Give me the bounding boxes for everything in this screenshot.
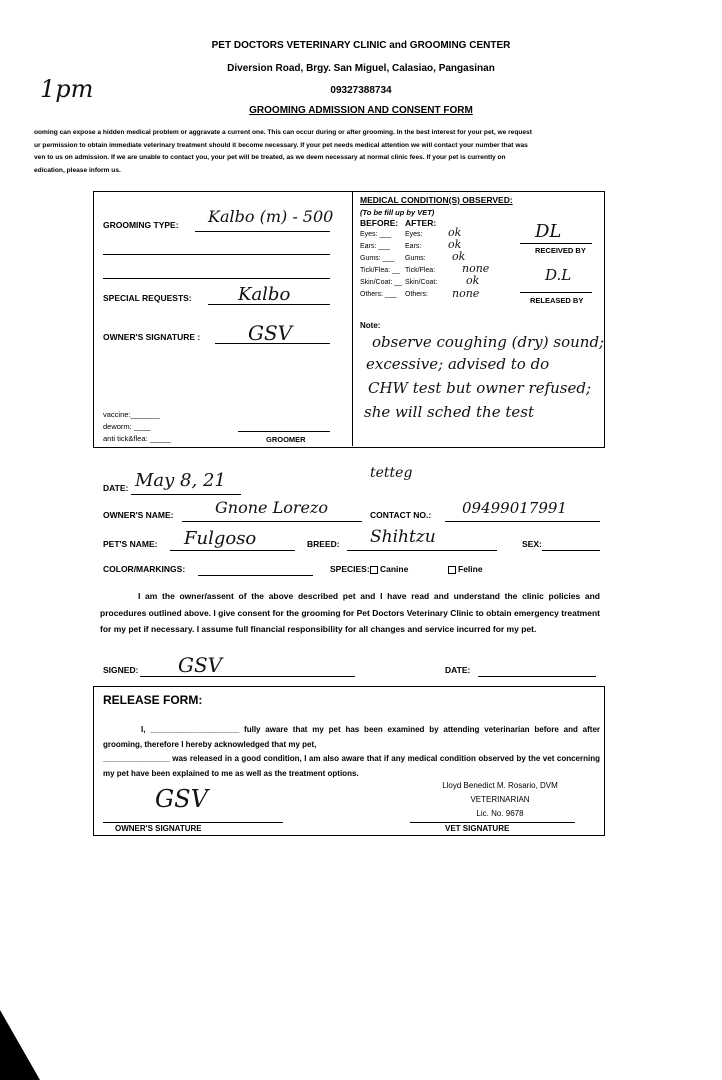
intro-line: ur permission to obtain immediate veterinary treatment should it become necessary. If your pet needs medical attention we will contact your number that was bbox=[34, 141, 528, 149]
release-owner-signature-value: GSV bbox=[155, 785, 208, 813]
after-eyes-value: ok bbox=[448, 226, 462, 239]
after-skin-coat-value: ok bbox=[466, 274, 480, 287]
grooming-type-value: Kalbo (m) - 500 bbox=[208, 207, 334, 226]
after-eyes: Eyes: bbox=[405, 231, 423, 238]
species-label: SPECIES: bbox=[330, 564, 370, 574]
before-ears: Ears: ___ bbox=[360, 243, 390, 250]
signed-line bbox=[140, 676, 355, 677]
before-label: BEFORE: bbox=[360, 218, 399, 228]
pet-name-label: PET'S NAME: bbox=[103, 539, 158, 549]
breed-line bbox=[347, 550, 497, 551]
after-tick-flea-value: none bbox=[462, 262, 490, 275]
vet-stamp-name: Lloyd Benedict M. Rosario, DVM bbox=[442, 781, 558, 790]
note-line: observe coughing (dry) sound; bbox=[372, 333, 605, 351]
date-value: May 8, 21 bbox=[135, 470, 226, 491]
before-gums: Gums: ___ bbox=[360, 255, 395, 262]
after-skin-coat: Skin/Coat: bbox=[405, 279, 438, 286]
after-gums: Gums: bbox=[405, 255, 426, 262]
after-tick-flea: Tick/Flea: bbox=[405, 267, 436, 274]
deworm-label: deworm: ____ bbox=[103, 422, 151, 431]
before-tick-flea: Tick/Flea: __ bbox=[360, 267, 400, 274]
note-label: Note: bbox=[360, 321, 381, 330]
breed-label: BREED: bbox=[307, 539, 340, 549]
before-others: Others: ___ bbox=[360, 291, 397, 298]
consent-date-line bbox=[478, 676, 596, 677]
canine-checkbox[interactable] bbox=[370, 566, 378, 574]
after-others-value: none bbox=[452, 287, 480, 300]
box-divider bbox=[352, 191, 353, 446]
received-label: RECEIVED BY bbox=[535, 246, 586, 255]
vet-stamp-title: VETERINARIAN bbox=[470, 795, 530, 804]
released-label: RELEASED BY bbox=[530, 296, 584, 305]
feline-checkbox[interactable] bbox=[448, 566, 456, 574]
species-canine-option[interactable]: Canine bbox=[370, 564, 408, 574]
after-label: AFTER: bbox=[405, 218, 437, 228]
release-title: RELEASE FORM: bbox=[103, 693, 203, 707]
margin-time-note: 1pm bbox=[40, 75, 94, 103]
vet-signature-label: VET SIGNATURE bbox=[445, 824, 510, 833]
clinic-phone: 09327388734 bbox=[330, 85, 392, 96]
date-line bbox=[131, 494, 241, 495]
vet-signature-line bbox=[410, 822, 575, 823]
sex-line bbox=[542, 550, 600, 551]
received-initials: DL bbox=[535, 221, 562, 242]
released-initials: D.L bbox=[545, 266, 572, 284]
owner-signature-label: OWNER'S SIGNATURE : bbox=[103, 332, 201, 342]
release-text-b: _______________ was released in a good condition, I am also aware that if any medical condition observed by the vet concerning my pet have been explained to me as well as the treatment options. bbox=[103, 754, 600, 778]
vet-stamp bbox=[440, 779, 560, 821]
intro-line: ooming can expose a hidden medical problem or aggravate a current one. This can occur during or after grooming. In the best interest for your pet, we request bbox=[34, 129, 532, 136]
color-label: COLOR/MARKINGS: bbox=[103, 564, 186, 574]
released-line bbox=[520, 292, 592, 293]
owner-signature-value: GSV bbox=[248, 321, 293, 345]
before-skin-coat: Skin/Coat: __ bbox=[360, 279, 403, 286]
intro-line: edication, please inform us. bbox=[34, 166, 121, 174]
clinic-name: PET DOCTORS VETERINARY CLINIC and GROOMING CENTER bbox=[211, 40, 511, 51]
after-gums-value: ok bbox=[452, 250, 466, 263]
groomer-line bbox=[238, 431, 330, 432]
signed-label: SIGNED: bbox=[103, 665, 139, 675]
blank-line bbox=[103, 254, 330, 255]
received-line bbox=[520, 243, 592, 244]
medical-title: MEDICAL CONDITION(S) OBSERVED: bbox=[360, 195, 513, 205]
note-line: excessive; advised to do bbox=[366, 355, 550, 373]
owner-name-label: OWNER'S NAME: bbox=[103, 510, 174, 520]
vet-stamp-license: Lic. No. 9678 bbox=[476, 809, 524, 818]
pet-name-value: Fulgoso bbox=[184, 528, 257, 549]
groomer-label: GROOMER bbox=[266, 435, 306, 444]
intro-line: ven to us on admission. If we are unable to contact you, your pet will be treated, as we deem necessary at normal clinic fees. If your pet is currently on bbox=[34, 154, 506, 161]
after-ears-value: ok bbox=[448, 238, 462, 251]
after-ears: Ears: bbox=[405, 243, 422, 250]
blank-line bbox=[103, 278, 330, 279]
owner-name-line bbox=[182, 521, 362, 522]
scan-corner-mark bbox=[0, 1010, 40, 1080]
release-owner-signature-label: OWNER'S SIGNATURE bbox=[115, 824, 202, 833]
color-line bbox=[198, 575, 313, 576]
date-label: DATE: bbox=[103, 483, 129, 493]
after-others: Others: bbox=[405, 291, 428, 298]
special-requests-label: SPECIAL REQUESTS: bbox=[103, 293, 192, 303]
grooming-type-label: GROOMING TYPE: bbox=[103, 220, 179, 230]
grooming-type-line bbox=[195, 231, 330, 232]
special-requests-value: Kalbo bbox=[238, 284, 291, 305]
clinic-address: Diversion Road, Brgy. San Miguel, Calasiao, Pangasinan bbox=[227, 63, 495, 74]
release-text-a: I, ____________________ fully aware that my pet has been examined by attending veterinarian before and after grooming, therefore I hereby acknowledged that my pet, bbox=[103, 725, 600, 749]
consent-text: I am the owner/assent of the above described pet and I have read and understand the clinic policies and procedures outlined above. I give consent for the grooming for Pet Doctors Veterinary Clinic to obtain emergency treatment for my pet if necessary. I assume full financial responsibility for all changes and service incurred for my pet. bbox=[100, 591, 600, 634]
medical-subtitle: (To be fill up by VET) bbox=[360, 208, 435, 217]
tick-flea-label: anti tick&flea: _____ bbox=[103, 434, 171, 443]
form-title: GROOMING ADMISSION AND CONSENT FORM bbox=[249, 105, 473, 116]
note-line: she will sched the test bbox=[364, 403, 534, 421]
annotation-text: tetteg bbox=[370, 465, 413, 481]
contact-label: CONTACT NO.: bbox=[370, 510, 432, 520]
note-line: CHW test but owner refused; bbox=[368, 379, 592, 397]
vaccine-label: vaccine:_______ bbox=[103, 410, 160, 419]
contact-line bbox=[445, 521, 600, 522]
species-feline-option[interactable]: Feline bbox=[448, 564, 483, 574]
release-owner-signature-line bbox=[103, 822, 283, 823]
owner-name-value: Gnone Lorezo bbox=[215, 498, 329, 517]
signed-value: GSV bbox=[178, 653, 223, 677]
breed-value: Shihtzu bbox=[370, 527, 436, 547]
contact-value: 09499017991 bbox=[462, 499, 567, 517]
before-eyes: Eyes: ___ bbox=[360, 231, 392, 238]
consent-date-label: DATE: bbox=[445, 665, 471, 675]
intro-paragraph bbox=[34, 127, 684, 177]
sex-label: SEX: bbox=[522, 539, 542, 549]
pet-name-line bbox=[170, 550, 295, 551]
